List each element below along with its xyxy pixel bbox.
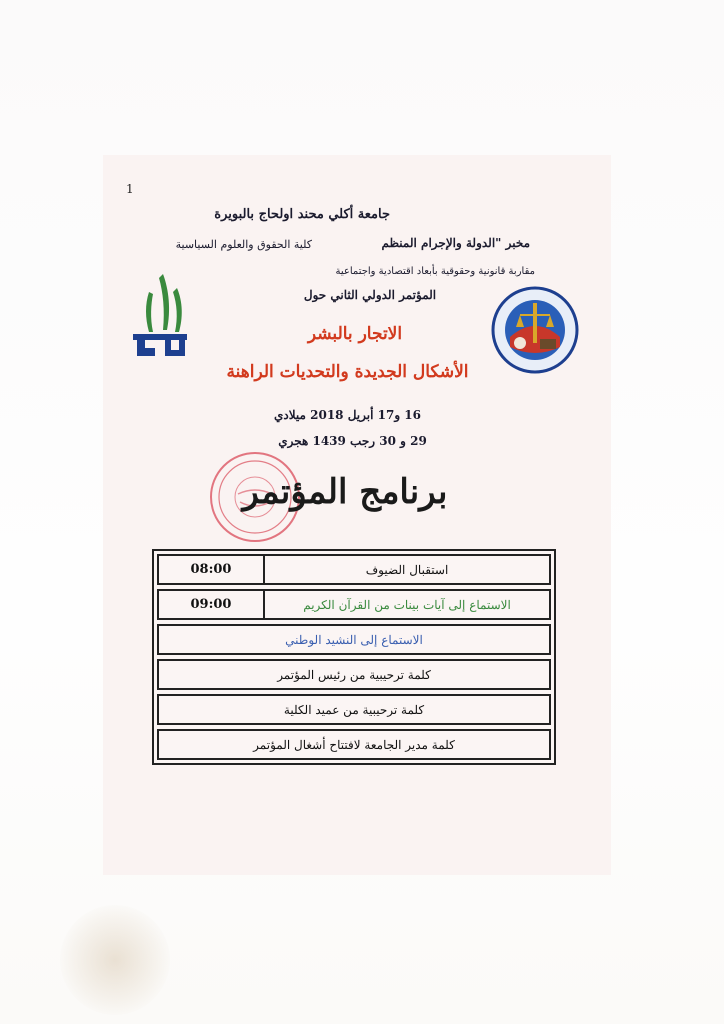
schedule-activity: كلمة ترحيبية من رئيس المؤتمر [277, 667, 431, 682]
lab-seal-icon [490, 285, 580, 375]
conference-intro: المؤتمر الدولي الثاني حول [303, 288, 437, 302]
document-sheet [103, 155, 611, 875]
schedule-row [157, 659, 551, 690]
schedule-time: 09:00 [159, 591, 265, 618]
university-name: جامعة أكلي محند اولحاج بالبويرة [214, 207, 390, 222]
conference-theme: الاتجار بالبشر [307, 324, 403, 344]
schedule-table [152, 549, 556, 765]
schedule-activity: استقبال الضيوف [365, 562, 449, 577]
schedule-row [157, 589, 551, 620]
date-gregorian: 16 و17 أبريل 2018 ميلادي [274, 408, 421, 422]
university-logo-icon [125, 270, 195, 360]
faculty-name: كلية الحقوق والعلوم السياسية [175, 238, 312, 251]
schedule-row [157, 729, 551, 760]
conference-subtheme: الأشكال الجديدة والتحديات الراهنة [226, 362, 469, 382]
program-title: برنامج المؤتمر [242, 472, 448, 512]
schedule-time: 08:00 [159, 556, 265, 583]
date-hijri: 29 و 30 رجب 1439 هجري [278, 434, 427, 448]
page-number: 1 [126, 182, 134, 196]
schedule-row [157, 624, 551, 655]
conference-approach: مقاربة قانونية وحقوقية بأبعاد اقتصادية واجتماعية [335, 266, 535, 277]
lab-name: مخبر "الدولة والإجرام المنظم [381, 236, 530, 250]
paper-stain [60, 905, 170, 1015]
schedule-activity: الاستماع إلى النشيد الوطني [285, 632, 423, 647]
schedule-activity: الاستماع إلى آيات بينات من القرآن الكريم [303, 597, 511, 612]
schedule-row [157, 554, 551, 585]
schedule-activity: كلمة ترحيبية من عميد الكلية [283, 702, 425, 717]
schedule-activity: كلمة مدير الجامعة لافتتاح أشغال المؤتمر [253, 737, 455, 752]
schedule-row [157, 694, 551, 725]
